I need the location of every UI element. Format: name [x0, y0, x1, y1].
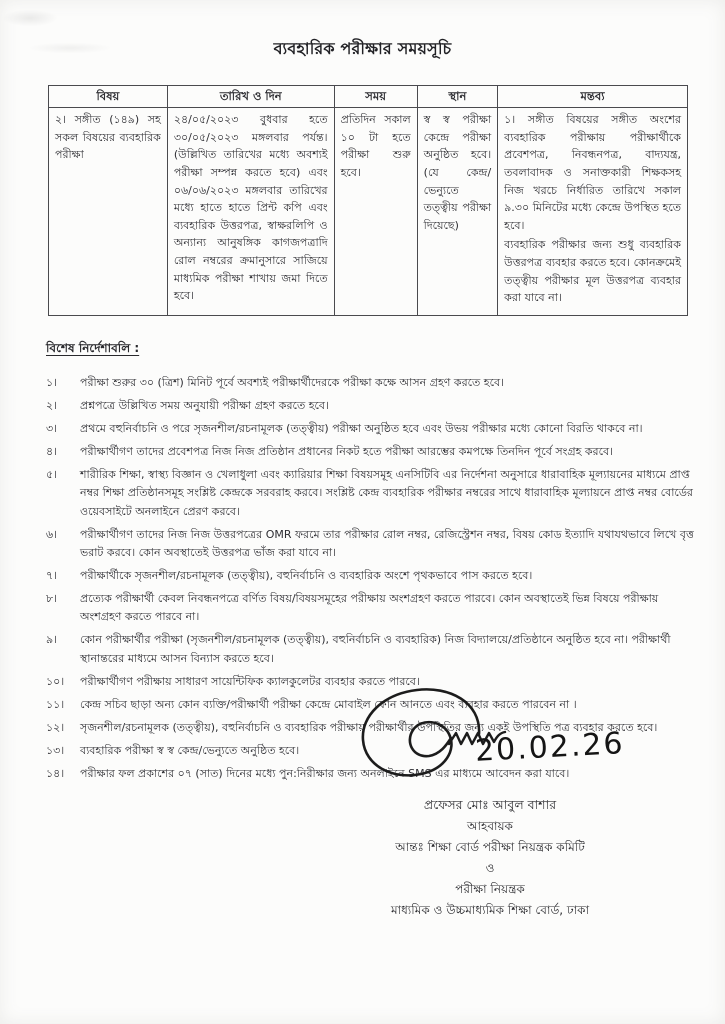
board-name: মাধ্যমিক ও উচ্চমাধ্যমিক শিক্ষা বোর্ড, ঢাকা — [390, 902, 590, 917]
item-text: পরীক্ষার ফল প্রকাশের ০৭ (সাত) দিনের মধ্যে পুন:নিরীক্ষার জন্য অনলাইনে SMS এর মাধ্যমে আবেদন করা যাবে। — [80, 767, 570, 781]
list-item — [46, 466, 695, 520]
list-item — [46, 567, 695, 585]
item-text: পরীক্ষা শুরুর ৩০ (ত্রিশ) মিনিট পূর্বে অবশ্যই পরীক্ষার্থীদেরকে পরীক্ষা কক্ষে আসন গ্রহণ করতে হবে। — [80, 375, 505, 389]
item-number: ১৩। — [46, 744, 65, 758]
header-subject: বিষয় — [49, 86, 168, 108]
signatory-organization: আন্তঃ শিক্ষা বোর্ড পরীক্ষা নিয়ন্ত্রক কমিটি — [395, 839, 585, 854]
cell-date-day: ২৪/০৫/২০২৩ বুধবার হতে ৩০/০৫/২০২৩ মঙ্গলবার পর্যন্ত। (উল্লিখিত তারিখের মধ্যে অবশ্যই পরীক্ষা সম্পন্ন করতে হবে) এবং ০৬/০৬/২০২৩ মঙ্গলবার তারিখের মধ্যে হাতে হাতে প্রিন্ট কপি এবং ব্যবহারিক উত্তরপত্র, স্বাক্ষরলিপি ও অন্যান্য আনুষঙ্গিক কাগজপত্রাদি রোল নম্বরের ক্রমানুসারে সাজিয়ে মাধ্যমিক পরীক্ষা শাখায় জমা দিতে হবে। — [167, 108, 334, 316]
item-number: ৮। — [46, 592, 58, 606]
list-item — [46, 526, 695, 562]
item-number: ১। — [46, 375, 58, 389]
special-instructions-heading: বিশেষ নির্দেশাবলি : — [46, 340, 140, 355]
item-number: ৬। — [46, 527, 58, 541]
item-number: ৪। — [46, 445, 58, 459]
table-row — [49, 108, 688, 316]
handwritten-date: 20.02.26 — [474, 726, 626, 769]
item-number: ১১। — [46, 697, 65, 711]
header-place: স্থান — [417, 86, 498, 108]
item-text: ব্যবহারিক পরীক্ষা স্ব স্ব কেন্দ্র/ভেন্যুতে অনুষ্ঠিত হবে। — [80, 744, 300, 758]
signatory-role: আহবায়ক — [467, 818, 513, 833]
item-number: ১০। — [46, 674, 65, 688]
list-item — [46, 397, 695, 415]
item-number: ৭। — [46, 569, 58, 583]
item-number: ৫। — [46, 468, 58, 482]
item-text: কোন পরীক্ষার্থীর পরীক্ষা (সৃজনশীল/রচনামূলক (তত্ত্বীয়), বহুনির্বাচনি ও ব্যবহারিক) নিজ বিদ্যালয়ে/প্রতিষ্ঠানে অনুষ্ঠিত হবে না। পরীক্ষার্থী স্থানান্তরের মাধ্যমে আসন বিন্যাস করতে হবে। — [80, 633, 671, 665]
item-text: শারীরিক শিক্ষা, স্বাস্থ্য বিজ্ঞান ও খেলাধুলা এবং ক্যারিয়ার শিক্ষা বিষয়সমূহ এনসিটিবি এর নির্দেশনা অনুসারে ধারাবাহিক মূল্যায়নের মাধ্যমে প্রাপ্ত নম্বর শিক্ষা প্রতিষ্ঠানসমূহ সংশ্লিষ্ট কেন্দ্রকে সরবরাহ করবে। সংশ্লিষ্ট কেন্দ্র ব্যবহারিক পরীক্ষার নম্বরের সাথে ধারাবাহিক মূল্যায়নে প্রাপ্ত নম্বর বোর্ডের ওয়েবসাইটে অনলাইনে প্রেরণ করবে। — [80, 468, 693, 518]
signatory-name: প্রফেসর মোঃ আবুল বাশার — [423, 797, 557, 812]
signature-block — [325, 682, 655, 921]
remarks-paragraph-1: ১। সঙ্গীত বিষয়ের সঙ্গীত অংশের ব্যবহারিক পরীক্ষায় পরীক্ষার্থীকে প্রবেশপত্র, নিবন্ধনপত্র, বাদ্যযন্ত্র, তবলাবাদক ও সনাক্তকারী শিক্ষকসহ নিজ খরচে নির্ধারিত তারিখে সকাল ৯.৩০ মিনিটের মধ্যে কেন্দ্রে উপস্থিত হতে হবে। — [504, 113, 681, 232]
item-text: কেন্দ্র সচিব ছাড়া অন্য কোন ব্যক্তি/পরীক্ষার্থী পরীক্ষা কেন্দ্রে মোবাইল ফোন আনতে এবং ব্যবহার করতে পারবেন না । — [80, 697, 577, 711]
cell-time: প্রতিদিন সকাল ১০ টা হতে পরীক্ষা শুরু হবে। — [334, 108, 417, 316]
item-text: সৃজনশীল/রচনামূলক (তত্ত্বীয়), বহুনির্বাচনি ও ব্যবহারিক পরীক্ষায় পরীক্ষার্থীর উপস্থিতির জন্য একই উপস্থিতি পত্র ব্যবহার করতে হবে। — [80, 721, 658, 735]
cell-remarks — [498, 108, 688, 316]
remarks-paragraph-2: ব্যবহারিক পরীক্ষার জন্য শুধু ব্যবহারিক উত্তরপত্র ব্যবহার করতে হবে। কোনক্রমেই তত্ত্বীয় পরীক্ষার মূল উত্তরপত্র ব্যবহার করা যাবে না। — [504, 238, 681, 305]
list-item — [46, 590, 695, 626]
signature-area — [325, 682, 655, 792]
list-item — [46, 443, 695, 461]
list-item — [46, 374, 695, 392]
header-remarks: মন্তব্য — [498, 86, 688, 108]
item-number: ৩। — [46, 422, 58, 436]
header-date-day: তারিখ ও দিন — [167, 86, 334, 108]
cell-place: স্ব স্ব পরীক্ষা কেন্দ্রে পরীক্ষা অনুষ্ঠিত হবে। (যে কেন্দ্র/ভেন্যুতে তত্ত্বীয় পরীক্ষা দিয়েছে) — [417, 108, 498, 316]
item-text: পরীক্ষার্থীকে সৃজনশীল/রচনামূলক (তত্ত্বীয়), বহুনির্বাচনি ও ব্যবহারিক অংশে পৃথকভাবে পাস করতে হবে। — [80, 569, 533, 583]
conjunction-text: ও — [485, 860, 495, 875]
item-number: ১২। — [46, 721, 65, 735]
exam-schedule-table — [48, 85, 688, 316]
item-number: ১৪। — [46, 767, 65, 781]
item-text: পরীক্ষার্থীগণ তাদের নিজ নিজ উত্তরপত্রের OMR ফরমে তার পরীক্ষার রোল নম্বর, রেজিস্ট্রেশন নম্বর, বিষয় কোড ইত্যাদি যথাযথভাবে লিখে বৃত্ত ভরাট করবে। কোন অবস্থাতেই উত্তরপত্র ভাঁজ করা যাবে না। — [80, 527, 694, 559]
table-header-row — [49, 86, 688, 108]
header-time: সময় — [334, 86, 417, 108]
item-number: ৯। — [46, 633, 58, 647]
document-title: ব্যবহারিক পরীক্ষার সময়সূচি — [273, 39, 452, 58]
item-text: পরীক্ষার্থীগণ তাদের প্রবেশপত্র নিজ নিজ প্রতিষ্ঠান প্রধানের নিকট হতে পরীক্ষা আরম্ভের কমপক্ষে তিনদিন পূর্বে সংগ্রহ করবে। — [80, 445, 614, 459]
item-text: প্রত্যেক পরীক্ষার্থী কেবল নিবন্ধনপত্রে বর্ণিত বিষয়/বিষয়সমূহের পরীক্ষায় অংশগ্রহণ করতে পারবে। কোন অবস্থাতেই ভিন্ন বিষয়ে পরীক্ষায় অংশগ্রহণ করতে পারবে না। — [80, 592, 659, 624]
item-text: প্রশ্নপত্রে উল্লিখিত সময় অনুযায়ী পরীক্ষা গ্রহণ করতে হবে। — [80, 398, 329, 412]
item-number: ২। — [46, 398, 58, 412]
list-item — [46, 631, 695, 667]
signatory-role-2: পরীক্ষা নিয়ন্ত্রক — [455, 881, 525, 896]
cell-subject: ২। সঙ্গীত (১৪৯) সহ সকল বিষয়ের ব্যবহারিক পরীক্ষা — [49, 108, 168, 316]
item-text: প্রথমে বহুনির্বাচনি ও পরে সৃজনশীল/রচনামূলক (তত্ত্বীয়) পরীক্ষা অনুষ্ঠিত হবে এবং উভয় পরীক্ষার মধ্যে কোনো বিরতি থাকবে না। — [80, 422, 643, 436]
list-item — [46, 420, 695, 438]
item-text: পরীক্ষার্থীগণ পরীক্ষায় সাধারণ সায়েন্টিফিক ক্যালকুলেটর ব্যবহার করতে পারবে। — [80, 674, 420, 688]
